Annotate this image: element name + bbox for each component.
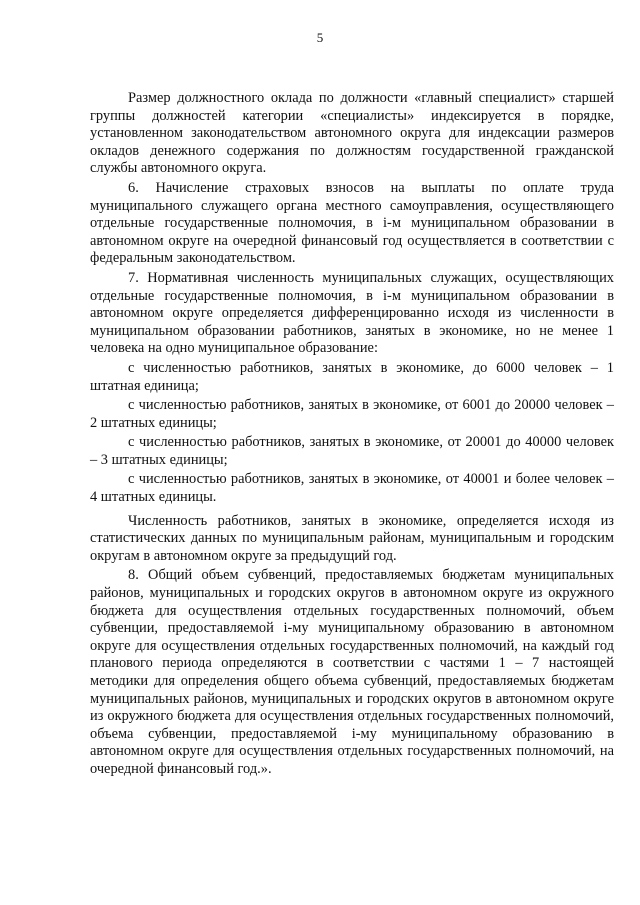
paragraph-salary-indexation: Размер должностного оклада по должности «главный специалист» старшей группы должностей категории «специалисты» индексируется в порядке, установленном законодательством автономного округа для индексации размеров окладов денежного содержания по должностям государственной гражданской службы автономного округа.	[90, 90, 614, 177]
paragraph-tier-3: с численностью работников, занятых в экономике, от 20001 до 40000 человек – 3 штатных единицы;	[90, 434, 614, 468]
paragraph-employment-statistics: Численность работников, занятых в экономике, определяется исходя из статистических данных по муниципальным районам, муниципальным и городским округам в автономном округе за предыдущий год.	[90, 512, 614, 564]
paragraph-item-6: 6. Начисление страховых взносов на выплаты по оплате труда муниципального служащего органа местного самоуправления, осуществляющего отдельные государственные полномочия, в i-м муниципальном образовании в автономном округе на очередной финансовый год осуществляется в соответствии с федеральным законодательством.	[90, 179, 614, 267]
paragraph-item-7: 7. Нормативная численность муниципальных служащих, осуществляющих отдельные государственные полномочия, в i-м муниципальном образовании в автономном округе определяется дифференцированно исходя из численности в муниципальном образовании работников, занятых в экономике, но не менее 1 человека на одно муниципальное образование:	[90, 269, 614, 357]
document-body	[90, 90, 614, 779]
paragraph-item-8: 8. Общий объем субвенций, предоставляемых бюджетам муниципальных районов, муниципальных и городских округов в автономном округе из окружного бюджета для осуществления отдельных государственных полномочий, объем субвенции, предоставляемой i-му муниципальному образованию в автономном округе для осуществления отдельных государственных полномочий, на каждый год планового периода определяются в соответствии с частями 1 – 7 настоящей методики для определения общего объема субвенций, предоставляемых бюджетам муниципальных районов, муниципальных и городских округов в автономном округе из окружного бюджета для осуществления отдельных государственных полномочий, объема субвенции, предоставляемой i-му муниципальному образованию в автономном округе для осуществления отдельных государственных полномочий, на очередной финансовый год.».	[90, 567, 614, 777]
paragraph-tier-4: с численностью работников, занятых в экономике, от 40001 и более человек – 4 штатных единицы.	[90, 471, 614, 506]
page-number: 5	[316, 30, 324, 45]
paragraph-tier-2: с численностью работников, занятых в экономике, от 6001 до 20000 человек – 2 штатных единицы;	[90, 397, 614, 431]
paragraph-tier-1: с численностью работников, занятых в экономике, до 6000 человек – 1 штатная единица;	[90, 359, 614, 394]
